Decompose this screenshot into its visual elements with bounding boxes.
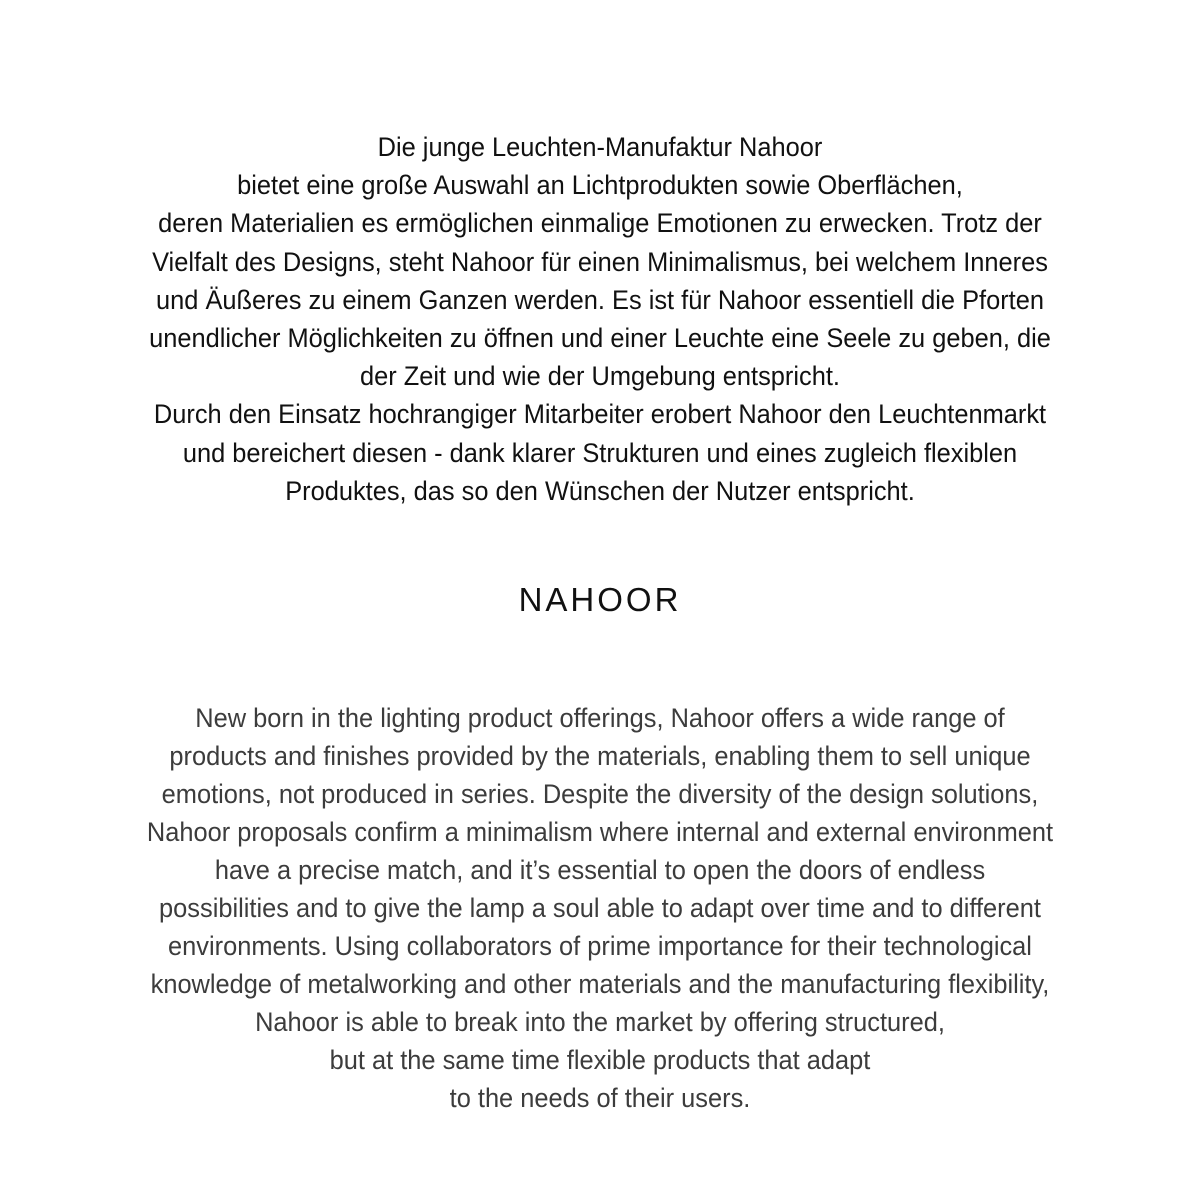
german-text-line: und bereichert diesen - dank klarer Strukturen und eines zugleich flexiblen — [182, 437, 1018, 468]
english-text-line: emotions, not produced in series. Despite the diversity of the design solutions, — [161, 779, 1039, 809]
english-text-line: but at the same time flexible products that adapt — [329, 1045, 871, 1075]
german-description — [0, 128, 1200, 510]
german-text-line: der Zeit und wie der Umgebung entspricht. — [360, 361, 840, 392]
brand-name: NAHOOR — [518, 581, 682, 618]
german-text-line: und Äußeres zu einem Ganzen werden. Es ist für Nahoor essentiell die Pforten — [156, 284, 1044, 315]
german-text-line: bietet eine große Auswahl an Lichtprodukten sowie Oberflächen, — [237, 170, 963, 201]
german-text-line: Produktes, das so den Wünschen der Nutzer entspricht. — [285, 475, 915, 506]
english-text-line: have a precise match, and it’s essential to open the doors of endless — [214, 855, 986, 885]
english-text-line: to the needs of their users. — [449, 1083, 751, 1113]
english-text-line: Nahoor is able to break into the market by offering structured, — [255, 1007, 945, 1037]
german-text-line: unendlicher Möglichkeiten zu öffnen und einer Leuchte eine Seele zu geben, die — [149, 323, 1051, 354]
english-text-line: products and finishes provided by the materials, enabling them to sell unique — [169, 741, 1031, 771]
english-description — [0, 699, 1200, 1117]
english-text-line: possibilities and to give the lamp a soul able to adapt over time and to different — [159, 893, 1041, 923]
german-text-line: Vielfalt des Designs, steht Nahoor für einen Minimalismus, bei welchem Inneres — [152, 246, 1048, 277]
english-text-line: environments. Using collaborators of prime importance for their technological — [168, 931, 1032, 961]
german-text-line: Die junge Leuchten-Manufaktur Nahoor — [377, 132, 823, 162]
english-text-line: New born in the lighting product offerings, Nahoor offers a wide range of — [195, 703, 1005, 733]
german-text-line: Durch den Einsatz hochrangiger Mitarbeiter erobert Nahoor den Leuchtenmarkt — [153, 399, 1047, 430]
english-text-line: knowledge of metalworking and other materials and the manufacturing flexibility, — [150, 969, 1050, 999]
english-text-line: Nahoor proposals confirm a minimalism where internal and external environment — [146, 817, 1054, 847]
german-text-line: deren Materialien es ermöglichen einmalige Emotionen zu erwecken. Trotz der — [158, 208, 1042, 239]
